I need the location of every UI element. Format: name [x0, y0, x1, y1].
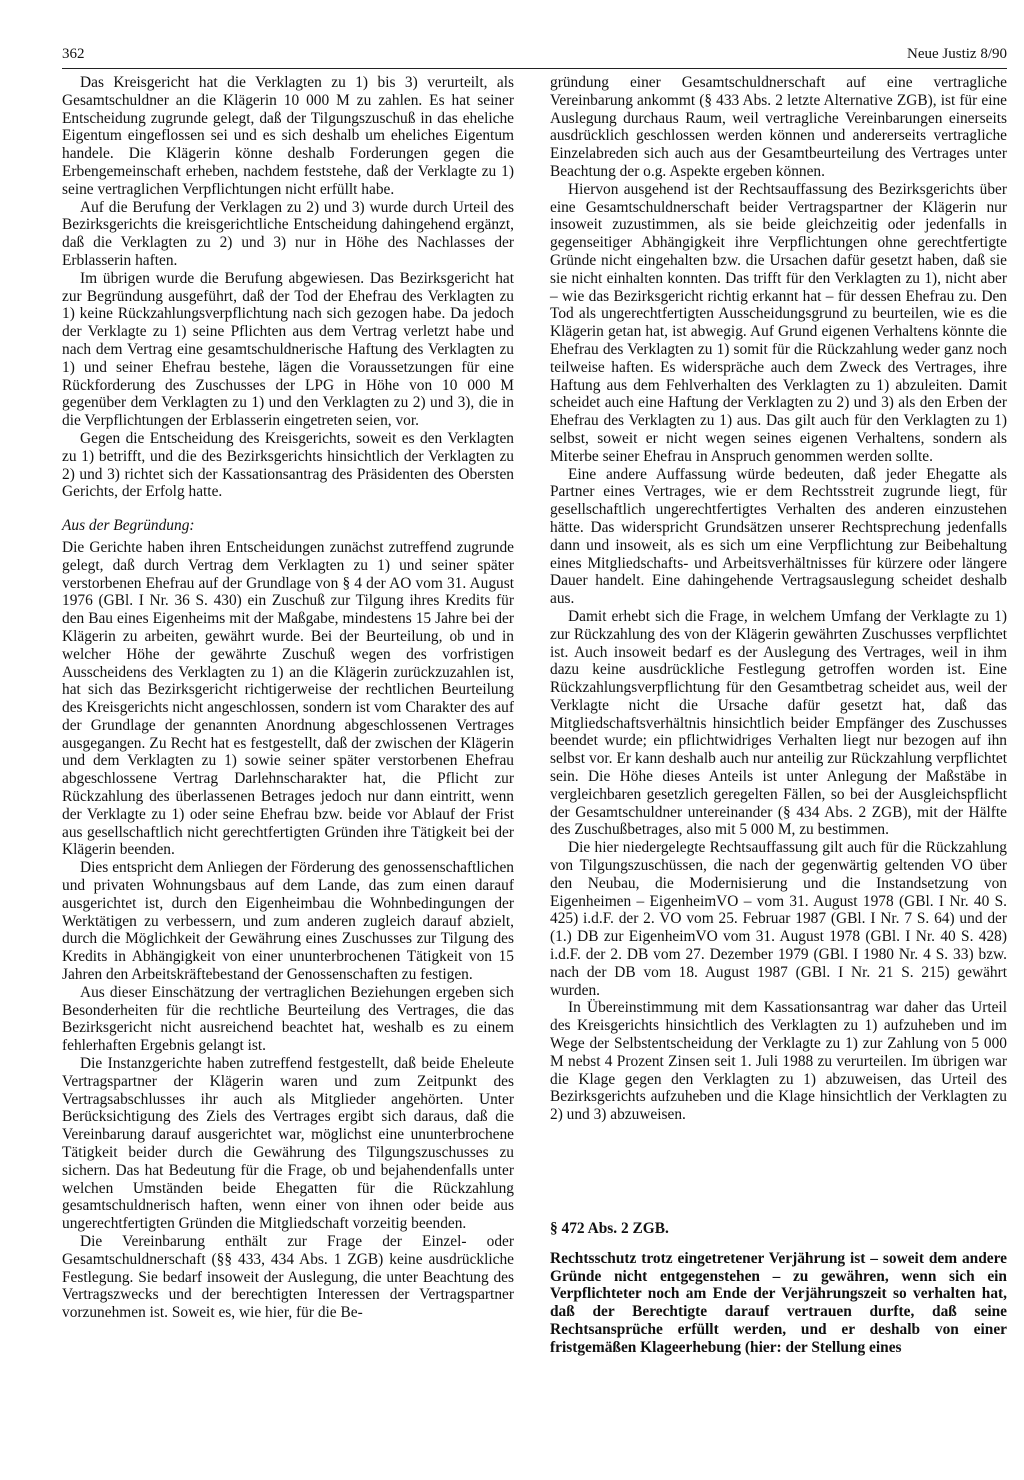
running-header	[62, 46, 1007, 68]
paragraph: Die hier niedergelegte Rechtsauffassung gilt auch für die Rückzahlung von Tilgungszuschüssen, die nach der gegenwärtig geltenden VO über den Neubau, die Modernisierung und die Instandsetzung von Eigenheimen – EigenheimVO – vom 31. August 1978 (GBl. I Nr. 40 S. 425) i.d.F. der 2. VO vom 25. Februar 1987 (GBl. I Nr. 7 S. 64) und der (1.) DB zur EigenheimVO vom 31. August 1978 (GBl. I Nr. 40 S. 428) i.d.F. der 2. DB vom 27. Dezember 1979 (GBl. I 1980 Nr. 4 S. 33) bzw. nach der DB vom 18. August 1987 (GBl. I Nr. 21 S. 215) gewährt wurden.	[550, 839, 1007, 999]
section-subheading: Aus der Begründung:	[62, 517, 195, 535]
paragraph: Gegen die Entscheidung des Kreisgerichts, soweit es den Verklagten zu 1) betrifft, und die des Bezirksgerichts hinsichtlich der Verklagten zu 2) und 3) richtet sich der Kassationsantrag des Präsidenten des Obersten Gerichts, der Erfolg hatte.	[62, 429, 514, 501]
paragraph: In Übereinstimmung mit dem Kassationsantrag war daher das Urteil des Kreisgerichts hinsichtlich des Verklagten zu 1) aufzuheben und im Wege der Selbstentscheidung der Verklagte zu 1) zur Zahlung von 5 000 M nebst 4 Prozent Zinsen seit 1. Juli 1988 zu verurteilen. Im übrigen war die Klage gegen den Verklagten zu 1) abzuweisen, das Urteil des Bezirksgerichts aufzuheben und die Klage hinsichtlich der Verklagten zu 2) und 3) abzuweisen.	[550, 999, 1007, 1124]
paragraph: Hiervon ausgehend ist der Rechtsauffassung des Bezirksgerichts über eine Gesamtschuldnerschaft beider Vertragspartner der Klägerin nur insoweit zuzustimmen, als sie beide gleichzeitig oder jedenfalls in gegenseitiger Abhängigkeit ihre Verpflichtungen ohne gerechtfertigte Gründe nicht eingehalten bzw. die Ursachen dafür gesetzt haben, daß sie sie nicht einhalten konnten. Das trifft für den Verklagten zu 1), nicht aber – wie das Bezirksgericht richtig erkannt hat – für dessen Ehefrau zu. Den Tod als ungerechtfertigten Ausscheidungsgrund zu beurteilen, wie es die Klägerin getan hat, ist abwegig. Auf Grund eigenen Verhaltens könnte die Ehefrau des Verklagten zu 1) somit für die Rückzahlung weder ganz noch teilweise haften. Es widerspräche auch dem Zweck des Vertrages, ihre Haftung aus dem Fehlverhalten des Verklagten zu 1) abzuleiten. Damit scheidet auch eine Haftung der Verklagten zu 2) und 3) als den Erben der Ehefrau des Verklagten zu 1) aus. Das gilt auch für den Verklagten zu 1) selbst, soweit er nicht wegen seines eigenen Verhaltens, sondern als Miterbe seiner Ehefrau in Anspruch genommen werden sollte.	[550, 180, 1007, 465]
paragraph: Damit erhebt sich die Frage, in welchem Umfang der Verklagte zu 1) zur Rückzahlung des von der Klägerin gewährten Zuschusses verpflichtet ist. Auch insoweit bedarf es der Auslegung des Vertrages, weil in ihm dazu keine ausdrückliche Festlegung getroffen worden ist. Eine Rückzahlungsverpflichtung für den Gesamtbetrag scheidet aus, weil der Verklagte nicht die Ursache dafür gesetzt hat, daß das Mitgliedschaftsverhältnis hinsichtlich beider Empfänger des Zuschusses beendet wurde; ein pflichtwidriges Verhalten liegt nur bezogen auf ihn selbst vor. Er kann deshalb auch nur anteilig zur Rückzahlung verpflichtet sein. Die Höhe dieses Anteils ist unter Anlegung der Maßstäbe in vergleichbaren gesetzlich geregelten Fällen, so bei der Ausgleichspflicht der Gesamtschuldner untereinander (§ 434 Abs. 2 ZGB), mit der Hälfte des Zuschußbetrages, also mit 5 000 M, zu bestimmen.	[550, 607, 1007, 839]
paragraph: Auf die Berufung der Verklagen zu 2) und 3) wurde durch Urteil des Bezirksgerichts die kreisgerichtliche Entscheidung dahingehend ergänzt, daß die Verklagten zu 2) und 3) nur in Höhe des Nachlasses der Erblasserin haften.	[62, 198, 514, 269]
header-rule	[62, 68, 1007, 69]
left-column	[62, 74, 514, 1322]
journal-title: Neue Justiz 8/90	[907, 46, 1007, 62]
paragraph: Das Kreisgericht hat die Verklagten zu 1) bis 3) verurteilt, als Gesamtschuldner an die Klägerin 10 000 M zu zahlen. Es hat seiner Entscheidung zugrunde gelegt, daß der Tilgungszuschuß in das eheliche Eigentum eingeflossen sei und es sich deshalb um eheliches Eigentum handele. Die Klägerin könne deshalb Forderungen gegen die Erbengemeinschaft erheben, nachdem feststehe, daß der Verklagte zu 1) seine vertraglichen Verpflichtungen nicht erfüllt habe.	[62, 74, 514, 198]
right-column	[550, 74, 1007, 1357]
paragraph: Die Gerichte haben ihren Entscheidungen zunächst zutreffend zugrunde gelegt, daß durch Vertrag dem Verklagten zu 1) und seiner später verstorbenen Ehefrau auf der Grundlage von § 4 der AO vom 31. August 1976 (GBl. I Nr. 36 S. 430) ein Zuschuß zur Tilgung ihres Kredits für den Bau eines Eigenheims mit der Maßgabe, mindestens 15 Jahre bei der Klägerin zu arbeiten, gewährt wurde. Bei der Beurteilung, ob und in welcher Höhe der gewährte Zuschuß wegen des vorfristigen Ausscheidens des Verklagten zu 1) an die Klägerin zurückzuzahlen ist, hat sich das Bezirksgericht richtigerweise der rechtlichen Beurteilung des Kreisgerichts nicht angeschlossen, sondern ist vom Charakter des auf der Grundlage der genannten Anordnung abgeschlossenen Vertrages ausgegangen. Zu Recht hat es festgestellt, daß der zwischen der Klägerin und dem Verklagten zu 1) sowie seiner später verstorbenen Ehefrau abgeschlossene Vertrag Darlehnscharakter hat, die Pflicht zur Rückzahlung des überlassenen Betrages jedoch nur dann eintritt, wenn der Verklagte zu 1) oder seine Ehefrau bzw. beide vor Ablauf der Frist aus gesellschaftlich nicht gerechtfertigten Gründen ihre Tätigkeit bei der Klägerin beenden.	[62, 538, 514, 859]
headnote: Rechtsschutz trotz eingetretener Verjährung ist – soweit dem andere Gründe nicht entgegenstehen – zu gewähren, wenn sich ein Verpflichteter noch am Ende der Verjährungszeit so verhalten hat, daß der Berechtigte darauf vertrauen durfte, daß seine Rechtsansprüche erfüllt werden, und er deshalb von einer fristgemäßen Klageerhebung (hier: der Stellung eines	[550, 1249, 1007, 1356]
paragraph: gründung einer Gesamtschuldnerschaft auf eine vertragliche Vereinbarung ankommt (§ 433 Abs. 2 letzte Alternative ZGB), ist für eine Auslegung durchaus Raum, weil vertragliche Vereinbarungen einerseits ausdrücklich geschlossen werden können und andererseits vertragliche Einzelabreden sich auch aus der Gesamtbeurteilung des Vertrages unter Beachtung der o.g. Aspekte ergeben können.	[550, 74, 1007, 180]
paragraph: Die Instanzgerichte haben zutreffend festgestellt, daß beide Eheleute Vertragspartner der Klägerin waren und zum Zeitpunkt des Vertragsabschlusses ihr auch als Mitglieder angehörten. Unter Berücksichtigung des Ziels des Vertrages ergibt sich daraus, daß die Vereinbarung darauf ausgerichtet war, möglichst eine ununterbrochene Tätigkeit beider durch die Gewährung des Tilgungszuschusses zu sichern. Das hat Bedeutung für die Frage, ob und bejahendenfalls unter welchen Umständen beide Ehegatten für die Rückzahlung gesamtschuldnerisch haften, wenn einer von ihnen oder beide aus ungerechtfertigten Gründen die Mitgliedschaft vorzeitig beenden.	[62, 1055, 514, 1233]
paragraph: Eine andere Auffassung würde bedeuten, daß jeder Ehegatte als Partner eines Vertrages, wie er dem Rechtsstreit zugrunde liegt, für gesellschaftlich ungerechtfertigtes Verhalten des anderen einzustehen hätte. Das widerspricht Grundsätzen unserer Rechtsprechung jedenfalls dann und insoweit, als es sich um eine Verpflichtung zur Beibehaltung eines Mitgliedschafts- und Arbeitsverhältnisses für kürzere oder längere Dauer handelt. Eine dahingehende Vertragsauslegung scheidet deshalb aus.	[550, 465, 1007, 608]
paragraph: Die Vereinbarung enthält zur Frage der Einzel- oder Gesamtschuldnerschaft (§§ 433, 434 Abs. 1 ZGB) keine ausdrückliche Festlegung. Sie bedarf insoweit der Auslegung, die unter Beachtung des Vertragszwecks und der berechtigten Interessen der Vertragspartner vorzunehmen ist. Soweit es, wie hier, für die Be-	[62, 1233, 514, 1322]
paragraph: Aus dieser Einschätzung der vertraglichen Beziehungen ergeben sich Besonderheiten für die rechtliche Beurteilung des Vertrages, die das Bezirksgericht nicht ausreichend beachtet hat, weshalb es zu einem fehlerhaften Ergebnis gelangt ist.	[62, 983, 514, 1055]
paragraph: Dies entspricht dem Anliegen der Förderung des genossenschaftlichen und privaten Wohnungsbaus auf dem Lande, das zum einen darauf ausgerichtet ist, durch den Eigenheimbau die Wohnbedingungen der Werktätigen zu verbessern, und zum anderen zugleich darauf abzielt, durch die Möglichkeit der Gewährung eines Zuschusses zur Tilgung des Kredits in Abhängigkeit von einer ununterbrochenen Tätigkeit von 15 Jahren den Arbeitskräftebestand der Genossenschaften zu festigen.	[62, 859, 514, 984]
case-reference: § 472 Abs. 2 ZGB.	[550, 1220, 669, 1238]
page-number: 362	[62, 46, 85, 62]
paragraph: Im übrigen wurde die Berufung abgewiesen. Das Bezirksgericht hat zur Begründung ausgeführt, daß der Tod der Ehefrau des Verklagten zu 1) keine Rückzahlungsverpflichtung nach sich gezogen habe. Da jedoch der Verklagte zu 1) seine Pflichten aus dem Vertrag verletzt habe und nach dem Vertrag eine gesamtschuldnerische Haftung des Verklagten zu 1) und seiner Ehefrau bestehe, lägen die Voraussetzungen für eine Rückforderung des Zuschusses der LPG in Höhe von 10 000 M gegenüber dem Verklagten zu 1) und den Verklagten zu 2) und 3), die in die Verpflichtungen der Erblasserin eingetreten seien, vor.	[62, 269, 514, 430]
